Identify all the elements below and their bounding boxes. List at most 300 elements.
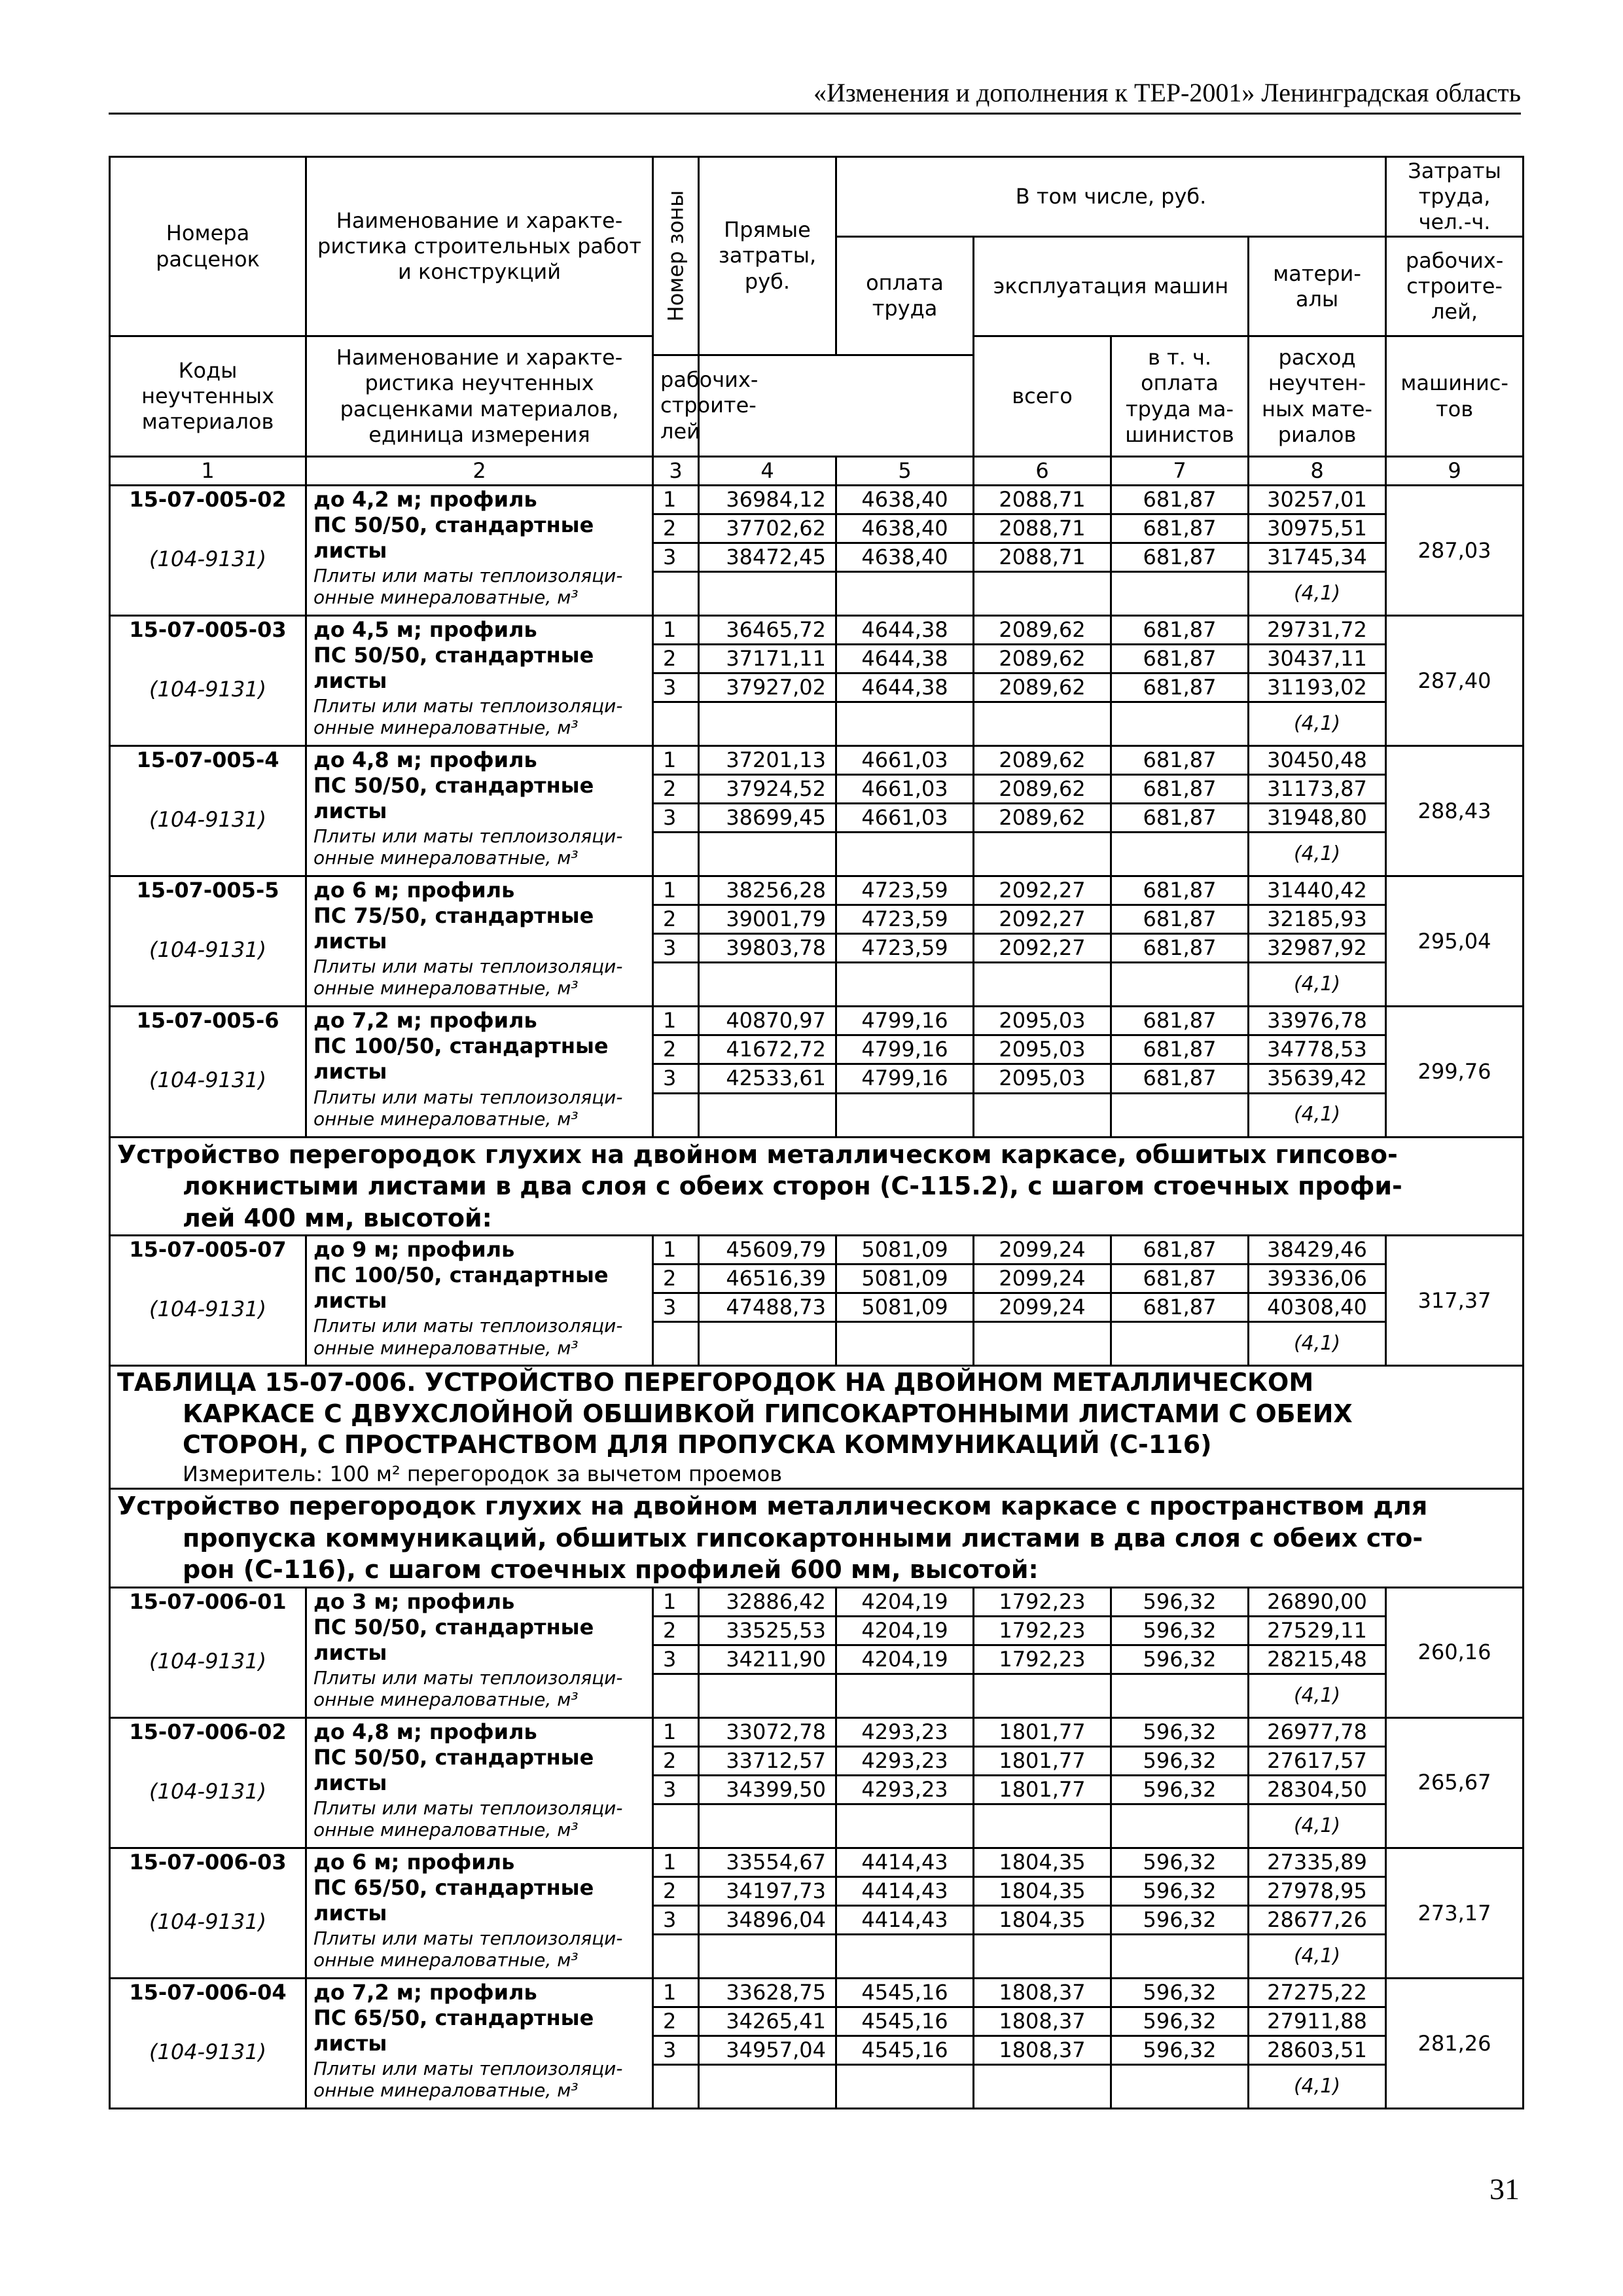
- machine-total: 2088,71: [974, 543, 1111, 572]
- zone-number: 3: [653, 804, 699, 833]
- machine-total-empty: [974, 1093, 1111, 1137]
- header-col6-top: эксплуатация машин: [974, 237, 1249, 336]
- table-row: [110, 1717, 1524, 1746]
- labor-pay: 4638,40: [836, 543, 974, 572]
- machine-labor: 596,32: [1111, 1616, 1249, 1645]
- zone-number: 1: [653, 1236, 699, 1265]
- direct-costs: 32886,42: [699, 1587, 836, 1616]
- labor-pay: 4414,43: [836, 1906, 974, 1935]
- direct-costs: 37201,13: [699, 746, 836, 775]
- machine-total: 1808,37: [974, 2007, 1111, 2036]
- machine-labor-empty: [1111, 702, 1249, 746]
- machine-total: 2099,24: [974, 1293, 1111, 1322]
- table-row: [110, 1007, 1524, 1035]
- zone-number: 2: [653, 514, 699, 543]
- material-consumption: (4,1): [1249, 833, 1386, 876]
- machine-labor-empty: [1111, 1322, 1249, 1366]
- header-col2-top: Наименование и характе-ристика строительных работ и конструкций: [306, 157, 653, 336]
- labor-pay: 4644,38: [836, 616, 974, 645]
- labor-pay: 4661,03: [836, 775, 974, 804]
- labor-pay: 4638,40: [836, 514, 974, 543]
- machine-total: 2095,03: [974, 1064, 1111, 1093]
- section-heading-line1: Устройство перегородок глухих на двойном металлическом каркасе, обшитых гипсово-: [117, 1139, 1398, 1169]
- machine-labor-empty: [1111, 1093, 1249, 1137]
- column-number: 3: [653, 457, 699, 486]
- machine-labor: 681,87: [1111, 543, 1249, 572]
- machine-total-empty: [974, 1935, 1111, 1979]
- material-name: Плиты или маты теплоизоляци-онные минераловатные, м³: [313, 1315, 623, 1359]
- materials-cost: 32987,92: [1249, 934, 1386, 963]
- machine-total-empty: [974, 1674, 1111, 1717]
- direct-costs: 34399,50: [699, 1776, 836, 1804]
- rate-name-cell: [306, 1236, 653, 1366]
- zone-number: 1: [653, 876, 699, 905]
- labor-pay: 4799,16: [836, 1035, 974, 1064]
- direct-costs: 45609,79: [699, 1236, 836, 1265]
- direct-empty: [699, 1804, 836, 1848]
- labor-pay: 5081,09: [836, 1265, 974, 1293]
- labor-pay-empty: [836, 702, 974, 746]
- labor-pay: 4293,23: [836, 1746, 974, 1775]
- rate-name-line1: до 4,5 м; профиль: [313, 617, 537, 643]
- direct-costs: 37927,02: [699, 673, 836, 702]
- header-col9-group: Затраты труда, чел.-ч.: [1386, 157, 1524, 237]
- direct-costs: 38699,45: [699, 804, 836, 833]
- direct-costs: 34896,04: [699, 1906, 836, 1935]
- header-col6-bottom: всего: [974, 336, 1111, 457]
- zone-number: 1: [653, 1587, 699, 1616]
- materials-cost: 30450,48: [1249, 746, 1386, 775]
- machine-labor: 596,32: [1111, 1877, 1249, 1906]
- labor-pay: 4638,40: [836, 486, 974, 514]
- machine-labor: 596,32: [1111, 2036, 1249, 2065]
- machine-labor: 681,87: [1111, 673, 1249, 702]
- rate-code: 15-07-005-03: [129, 617, 287, 643]
- material-name: Плиты или маты теплоизоляци-онные минераловатные, м³: [313, 1086, 623, 1130]
- zone-number: 3: [653, 934, 699, 963]
- zone-number: 2: [653, 1746, 699, 1775]
- materials-cost: 32185,93: [1249, 905, 1386, 934]
- labor-pay: 4545,16: [836, 2007, 974, 2036]
- table-row: [110, 1236, 1524, 1265]
- labor-pay: 4204,19: [836, 1616, 974, 1645]
- rate-code: 15-07-006-03: [129, 1850, 287, 1875]
- direct-costs: 33525,53: [699, 1616, 836, 1645]
- machine-total: 1804,35: [974, 1848, 1111, 1877]
- machine-total: 2089,62: [974, 673, 1111, 702]
- material-code: (104-9131): [149, 937, 267, 963]
- column-number: 4: [699, 457, 836, 486]
- labor-pay-empty: [836, 1674, 974, 1717]
- material-consumption: (4,1): [1249, 1935, 1386, 1979]
- labor-pay: 4545,16: [836, 1979, 974, 2007]
- header-col5-bottom: рабочих-строите-лей: [653, 355, 699, 457]
- machine-labor: 681,87: [1111, 804, 1249, 833]
- labor-hours: 265,67: [1386, 1717, 1524, 1848]
- labor-pay-empty: [836, 1804, 974, 1848]
- labor-pay: 4661,03: [836, 804, 974, 833]
- zone-number: 3: [653, 673, 699, 702]
- running-header: «Изменения и дополнения к ТЕР-2001» Ленинградская область: [109, 77, 1521, 115]
- labor-pay-empty: [836, 2065, 974, 2109]
- materials-cost: 26890,00: [1249, 1587, 1386, 1616]
- machine-labor: 681,87: [1111, 486, 1249, 514]
- machine-total-empty: [974, 702, 1111, 746]
- machine-labor-empty: [1111, 833, 1249, 876]
- zone-number: 2: [653, 775, 699, 804]
- material-name: Плиты или маты теплоизоляци-онные минераловатные, м³: [313, 1666, 623, 1710]
- labor-pay-empty: [836, 1935, 974, 1979]
- labor-pay: 4414,43: [836, 1877, 974, 1906]
- labor-pay: 4293,23: [836, 1717, 974, 1746]
- column-number: 1: [110, 457, 306, 486]
- rate-name-cell: [306, 1587, 653, 1717]
- direct-empty: [699, 963, 836, 1007]
- material-consumption: (4,1): [1249, 1093, 1386, 1137]
- header-col8-top: матери-алы: [1249, 237, 1386, 336]
- labor-pay: 4545,16: [836, 2036, 974, 2065]
- zone-number: 3: [653, 543, 699, 572]
- machine-labor-empty: [1111, 1804, 1249, 1848]
- rate-name-line1: до 4,2 м; профиль: [313, 487, 537, 512]
- direct-costs: 33628,75: [699, 1979, 836, 2007]
- rate-name-line1: до 6 м; профиль: [313, 1850, 515, 1875]
- rate-name-line1: до 4,8 м; профиль: [313, 747, 537, 773]
- direct-costs: 34957,04: [699, 2036, 836, 2065]
- labor-pay: 4723,59: [836, 876, 974, 905]
- direct-empty: [699, 833, 836, 876]
- measure-unit: Измеритель: 100 м² перегородок за вычетом проемов: [183, 1461, 783, 1486]
- direct-costs: 38256,28: [699, 876, 836, 905]
- labor-pay: 5081,09: [836, 1236, 974, 1265]
- zone-number: 1: [653, 486, 699, 514]
- machine-labor: 681,87: [1111, 905, 1249, 934]
- machine-labor-empty: [1111, 963, 1249, 1007]
- labor-pay: 4414,43: [836, 1848, 974, 1877]
- rate-name-line1: до 6 м; профиль: [313, 878, 515, 903]
- section-heading: [110, 1137, 1524, 1236]
- table-row: [110, 876, 1524, 905]
- table-body: [110, 157, 1524, 2109]
- machine-total: 2089,62: [974, 775, 1111, 804]
- header-col3: [653, 157, 699, 355]
- materials-cost: 27617,57: [1249, 1746, 1386, 1775]
- materials-cost: 29731,72: [1249, 616, 1386, 645]
- header-zone-label: Номер зоны: [662, 190, 688, 322]
- rates-table: [109, 156, 1524, 2109]
- labor-hours: 273,17: [1386, 1848, 1524, 1979]
- machine-total: 2089,62: [974, 746, 1111, 775]
- rate-code: 15-07-005-02: [129, 487, 287, 512]
- machine-labor-empty: [1111, 1935, 1249, 1979]
- header-col1-top: Номера расценок: [110, 157, 306, 336]
- zone-empty: [653, 1093, 699, 1137]
- materials-cost: 30437,11: [1249, 645, 1386, 673]
- rate-name-cell: [306, 616, 653, 746]
- rate-name-cell: [306, 746, 653, 876]
- zone-number: 2: [653, 1877, 699, 1906]
- header-group: В том числе, руб.: [836, 157, 1386, 237]
- materials-cost: 31948,80: [1249, 804, 1386, 833]
- labor-hours: 287,03: [1386, 486, 1524, 616]
- rate-code-cell: [110, 1587, 306, 1717]
- rate-code-cell: [110, 1236, 306, 1366]
- section-heading-2-line2: пропуска коммуникаций, обшитых гипсокартонными листами в два слоя с обеих сто-: [183, 1523, 1423, 1552]
- rate-code-cell: [110, 876, 306, 1007]
- machine-total: 1792,23: [974, 1616, 1111, 1645]
- machine-total-empty: [974, 1804, 1111, 1848]
- rate-code: 15-07-005-6: [136, 1008, 279, 1033]
- machine-total: 1801,77: [974, 1746, 1111, 1775]
- machine-total: 1808,37: [974, 1979, 1111, 2007]
- machine-total: 2092,27: [974, 876, 1111, 905]
- direct-costs: 38472,45: [699, 543, 836, 572]
- direct-costs: 39001,79: [699, 905, 836, 934]
- labor-pay: 4723,59: [836, 934, 974, 963]
- rate-code-cell: [110, 616, 306, 746]
- rate-name-line1: до 3 м; профиль: [313, 1588, 515, 1614]
- machine-labor: 681,87: [1111, 616, 1249, 645]
- rate-name-line2: ПС 65/50, стандартные листы: [313, 1875, 594, 1926]
- labor-pay: 4723,59: [836, 905, 974, 934]
- rate-code-cell: [110, 1979, 306, 2109]
- section-heading-line2: локнистыми листами в два слоя с обеих сторон (С-115.2), с шагом стоечных профи-: [183, 1172, 1402, 1201]
- labor-hours: 260,16: [1386, 1587, 1524, 1717]
- table-row: [110, 616, 1524, 645]
- material-consumption: (4,1): [1249, 2065, 1386, 2109]
- labor-pay: 5081,09: [836, 1293, 974, 1322]
- material-name: Плиты или маты теплоизоляци-онные минераловатные, м³: [313, 956, 623, 999]
- machine-total: 1804,35: [974, 1906, 1111, 1935]
- zone-number: 1: [653, 1979, 699, 2007]
- machine-labor: 681,87: [1111, 645, 1249, 673]
- materials-cost: 30975,51: [1249, 514, 1386, 543]
- material-name: Плиты или маты теплоизоляци-онные минераловатные, м³: [313, 825, 623, 869]
- machine-total: 2088,71: [974, 486, 1111, 514]
- materials-cost: 31745,34: [1249, 543, 1386, 572]
- materials-cost: 27911,88: [1249, 2007, 1386, 2036]
- material-name: Плиты или маты теплоизоляци-онные минераловатные, м³: [313, 1928, 623, 1971]
- zone-number: 3: [653, 2036, 699, 2065]
- labor-hours: 281,26: [1386, 1979, 1524, 2109]
- machine-labor: 681,87: [1111, 1265, 1249, 1293]
- labor-pay-empty: [836, 833, 974, 876]
- materials-cost: 31173,87: [1249, 775, 1386, 804]
- zone-empty: [653, 1804, 699, 1848]
- header-row-1: [110, 157, 1524, 237]
- rate-code: 15-07-006-04: [129, 1980, 287, 2005]
- machine-labor: 596,32: [1111, 2007, 1249, 2036]
- material-code: (104-9131): [149, 807, 267, 833]
- direct-empty: [699, 1674, 836, 1717]
- header-col9-top: рабочих-строите-лей,: [1386, 237, 1524, 336]
- machine-total: 2095,03: [974, 1035, 1111, 1064]
- labor-pay-empty: [836, 1322, 974, 1366]
- table-row: [110, 1848, 1524, 1877]
- labor-pay: 4644,38: [836, 645, 974, 673]
- material-consumption: (4,1): [1249, 1804, 1386, 1848]
- machine-labor: 681,87: [1111, 1035, 1249, 1064]
- machine-labor: 681,87: [1111, 746, 1249, 775]
- labor-hours: 295,04: [1386, 876, 1524, 1007]
- machine-total: 1801,77: [974, 1717, 1111, 1746]
- material-name: Плиты или маты теплоизоляци-онные минераловатные, м³: [313, 695, 623, 739]
- material-consumption: (4,1): [1249, 1674, 1386, 1717]
- machine-total: 2099,24: [974, 1236, 1111, 1265]
- machine-labor: 596,32: [1111, 1776, 1249, 1804]
- section-heading-2-line3: рон (С-116), с шагом стоечных профилей 600 мм, высотой:: [183, 1555, 1039, 1585]
- rate-code: 15-07-006-01: [129, 1588, 287, 1614]
- rate-name-line2: ПС 50/50, стандартные листы: [313, 512, 594, 564]
- material-consumption: (4,1): [1249, 702, 1386, 746]
- rate-name-line1: до 4,8 м; профиль: [313, 1719, 537, 1744]
- material-name: Плиты или маты теплоизоляци-онные минераловатные, м³: [313, 2058, 623, 2102]
- rate-name-line1: до 9 м; профиль: [313, 1237, 515, 1263]
- materials-cost: 28215,48: [1249, 1645, 1386, 1674]
- header-col2-bottom: Наименование и характе-ристика неучтенных расценками материалов, единица измерения: [306, 336, 653, 457]
- rate-code: 15-07-005-5: [136, 878, 279, 903]
- rate-code-cell: [110, 746, 306, 876]
- rate-name-line1: до 7,2 м; профиль: [313, 1008, 537, 1033]
- machine-total-empty: [974, 963, 1111, 1007]
- zone-number: 1: [653, 1007, 699, 1035]
- material-code: (104-9131): [149, 2039, 267, 2065]
- column-number: 7: [1111, 457, 1249, 486]
- labor-pay: 4204,19: [836, 1645, 974, 1674]
- machine-labor: 596,32: [1111, 1979, 1249, 2007]
- material-name: Плиты или маты теплоизоляци-онные минераловатные, м³: [313, 1797, 623, 1841]
- material-code: (104-9131): [149, 1297, 267, 1322]
- zone-number: 1: [653, 1717, 699, 1746]
- machine-labor: 681,87: [1111, 876, 1249, 905]
- rate-name-line2: ПС 100/50, стандартные листы: [313, 1263, 609, 1314]
- table-title-line1: ТАБЛИЦА 15-07-006. УСТРОЙСТВО ПЕРЕГОРОДОК НА ДВОЙНОМ МЕТАЛЛИЧЕСКОМ: [117, 1368, 1314, 1397]
- machine-total: 2089,62: [974, 645, 1111, 673]
- zone-number: 3: [653, 1906, 699, 1935]
- page-number: 31: [1489, 2172, 1520, 2206]
- rate-code-cell: [110, 1717, 306, 1848]
- labor-hours: 299,76: [1386, 1007, 1524, 1137]
- header-col1-bottom: Коды неучтенных материалов: [110, 336, 306, 457]
- materials-cost: 40308,40: [1249, 1293, 1386, 1322]
- rate-name-cell: [306, 1979, 653, 2109]
- table-row: [110, 746, 1524, 775]
- machine-total: 1801,77: [974, 1776, 1111, 1804]
- machine-total: 2088,71: [974, 514, 1111, 543]
- rate-code-cell: [110, 1848, 306, 1979]
- materials-cost: 33976,78: [1249, 1007, 1386, 1035]
- labor-pay: 4799,16: [836, 1007, 974, 1035]
- direct-costs: 47488,73: [699, 1293, 836, 1322]
- direct-costs: 36984,12: [699, 486, 836, 514]
- column-number: 5: [836, 457, 974, 486]
- table-title-line2: КАРКАСЕ С ДВУХСЛОЙНОЙ ОБШИВКОЙ ГИПСОКАРТОННЫМИ ЛИСТАМИ С ОБЕИХ: [183, 1399, 1353, 1428]
- materials-cost: 27335,89: [1249, 1848, 1386, 1877]
- machine-labor: 596,32: [1111, 1645, 1249, 1674]
- labor-pay: 4661,03: [836, 746, 974, 775]
- section-heading-row: [110, 1137, 1524, 1236]
- machine-total: 1792,23: [974, 1645, 1111, 1674]
- materials-cost: 28677,26: [1249, 1906, 1386, 1935]
- direct-empty: [699, 1322, 836, 1366]
- materials-cost: 26977,78: [1249, 1717, 1386, 1746]
- machine-total: 2089,62: [974, 804, 1111, 833]
- direct-empty: [699, 1093, 836, 1137]
- machine-total: 1804,35: [974, 1877, 1111, 1906]
- machine-labor: 681,87: [1111, 775, 1249, 804]
- header-col9-bottom: машинис-тов: [1386, 336, 1524, 457]
- rate-name-line2: ПС 75/50, стандартные листы: [313, 903, 594, 954]
- materials-cost: 28304,50: [1249, 1776, 1386, 1804]
- section-heading-2: [110, 1488, 1524, 1587]
- machine-labor: 681,87: [1111, 1236, 1249, 1265]
- machine-total-empty: [974, 572, 1111, 616]
- material-code: (104-9131): [149, 1909, 267, 1935]
- direct-costs: 36465,72: [699, 616, 836, 645]
- rate-name-line2: ПС 50/50, стандартные листы: [313, 773, 594, 824]
- machine-labor: 596,32: [1111, 1906, 1249, 1935]
- materials-cost: 27978,95: [1249, 1877, 1386, 1906]
- labor-hours: 287,40: [1386, 616, 1524, 746]
- rate-code-cell: [110, 486, 306, 616]
- labor-pay: 4293,23: [836, 1776, 974, 1804]
- material-consumption: (4,1): [1249, 963, 1386, 1007]
- machine-total-empty: [974, 2065, 1111, 2109]
- machine-labor: 681,87: [1111, 1293, 1249, 1322]
- zone-empty: [653, 1674, 699, 1717]
- zone-number: 2: [653, 2007, 699, 2036]
- materials-cost: 35639,42: [1249, 1064, 1386, 1093]
- rate-name-line2: ПС 100/50, стандартные листы: [313, 1033, 609, 1085]
- table-row: [110, 1587, 1524, 1616]
- machine-total: 2095,03: [974, 1007, 1111, 1035]
- direct-costs: 37171,11: [699, 645, 836, 673]
- direct-costs: 33712,57: [699, 1746, 836, 1775]
- rate-code: 15-07-005-4: [136, 747, 279, 773]
- zone-number: 3: [653, 1293, 699, 1322]
- machine-total: 1792,23: [974, 1587, 1111, 1616]
- materials-cost: 39336,06: [1249, 1265, 1386, 1293]
- direct-costs: 46516,39: [699, 1265, 836, 1293]
- section-heading-2-row: [110, 1488, 1524, 1587]
- rate-name-cell: [306, 486, 653, 616]
- material-consumption: (4,1): [1249, 1322, 1386, 1366]
- labor-pay-empty: [836, 572, 974, 616]
- machine-labor: 596,32: [1111, 1717, 1249, 1746]
- column-number: 9: [1386, 457, 1524, 486]
- direct-costs: 40870,97: [699, 1007, 836, 1035]
- rate-code: 15-07-006-02: [129, 1719, 287, 1744]
- machine-labor: 596,32: [1111, 1746, 1249, 1775]
- labor-pay-empty: [836, 1093, 974, 1137]
- header-col7-bottom: в т. ч. оплата труда ма-шинистов: [1111, 336, 1249, 457]
- labor-hours: 317,37: [1386, 1236, 1524, 1366]
- direct-costs: 42533,61: [699, 1064, 836, 1093]
- table-row: [110, 486, 1524, 514]
- rate-name-line2: ПС 50/50, стандартные листы: [313, 1744, 594, 1795]
- labor-pay: 4799,16: [836, 1064, 974, 1093]
- column-number-row: [110, 457, 1524, 486]
- materials-cost: 34778,53: [1249, 1035, 1386, 1064]
- zone-number: 2: [653, 1616, 699, 1645]
- labor-pay-empty: [836, 963, 974, 1007]
- header-col8-bottom: расход неучтен-ных мате-риалов: [1249, 336, 1386, 457]
- zone-number: 1: [653, 616, 699, 645]
- machine-total: 2089,62: [974, 616, 1111, 645]
- table-title-line3: СТОРОН, С ПРОСТРАНСТВОМ ДЛЯ ПРОПУСКА КОММУНИКАЦИЙ (С-116): [183, 1430, 1212, 1460]
- machine-labor: 681,87: [1111, 514, 1249, 543]
- materials-cost: 27275,22: [1249, 1979, 1386, 2007]
